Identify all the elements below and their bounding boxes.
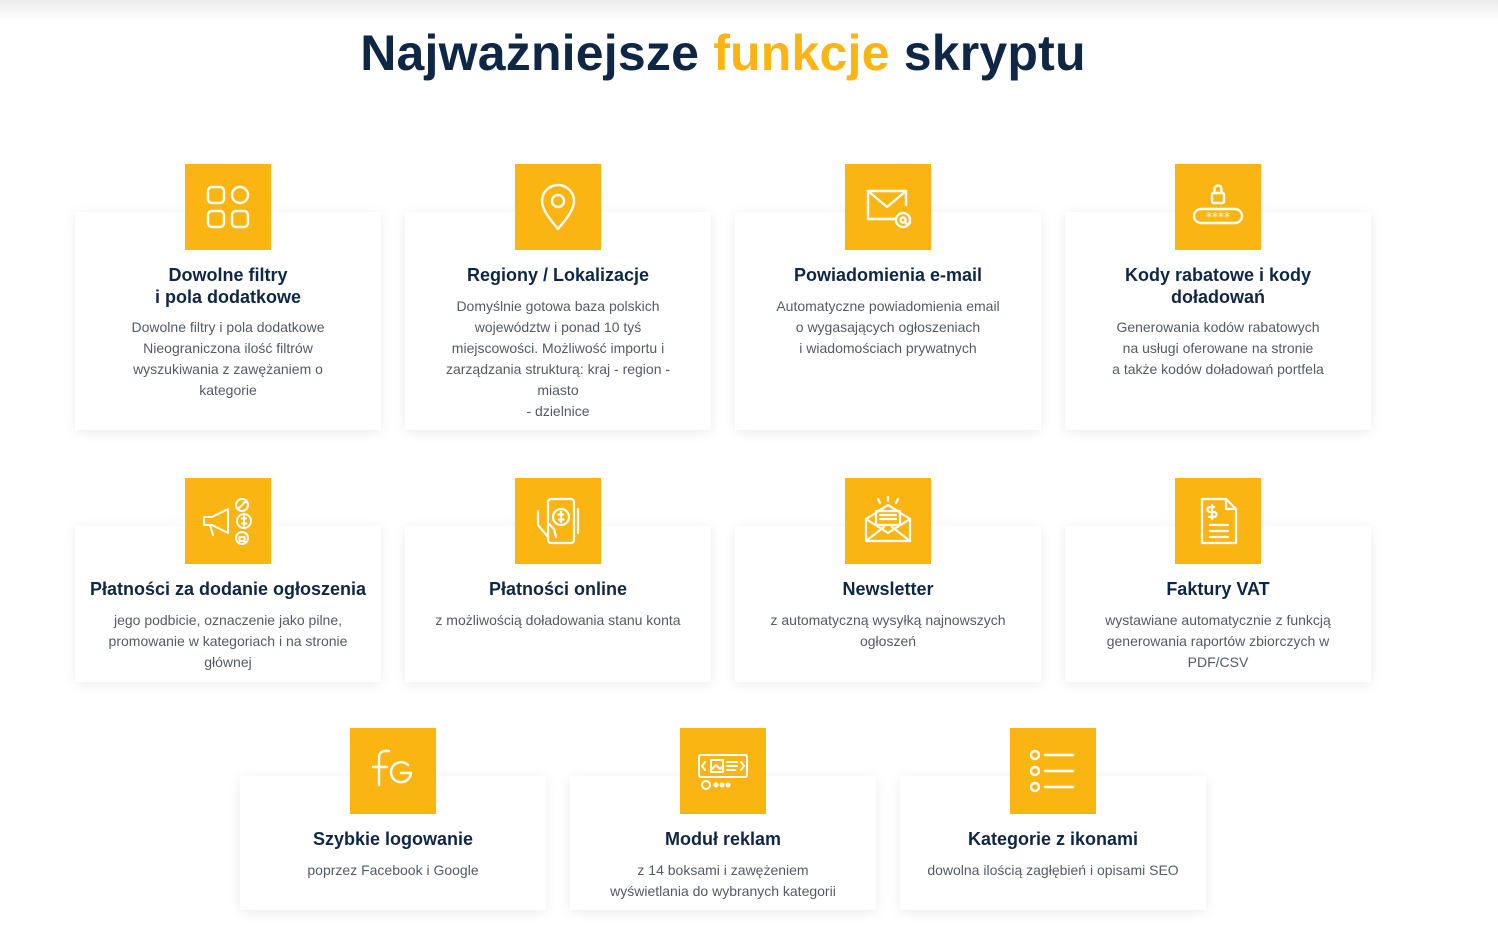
feature-description: Generowania kodów rabatowych na usługi oferowane na stronie a także kodów doładowań portfela bbox=[1112, 319, 1324, 377]
feature-description: Domyślnie gotowa baza polskich województw i ponad 10 tyś miejscowości. Możliwość importu i zarządzania strukturą: kraj - region - miasto - dzielnice bbox=[445, 298, 671, 419]
feature-description: z możliwością doładowania stanu konta bbox=[435, 612, 681, 628]
feature-description: z automatyczną wysyłką najnowszych ogłoszeń bbox=[770, 612, 1006, 649]
megaphone-promo-icon bbox=[185, 478, 271, 564]
heading-text-end: skryptu bbox=[903, 25, 1086, 81]
feature-title: Płatności online bbox=[488, 579, 628, 599]
heading-text-accent: funkcje bbox=[713, 25, 890, 81]
feature-title: Kody rabatowe i kody doładowań bbox=[1124, 265, 1312, 307]
feature-title: Dowolne filtry i pola dodatkowe bbox=[154, 265, 301, 307]
grid-apps-icon bbox=[185, 164, 271, 250]
facebook-google-icon bbox=[350, 728, 436, 814]
svg-text:****: **** bbox=[1206, 210, 1230, 224]
lock-password-icon bbox=[1175, 164, 1261, 250]
invoice-document-icon bbox=[1175, 478, 1261, 564]
newsletter-envelope-icon bbox=[845, 478, 931, 564]
email-at-icon bbox=[845, 164, 931, 250]
feature-title: Szybkie logowanie bbox=[312, 829, 474, 849]
feature-description: z 14 boksami i zawężeniem wyświetlania do wybranych kategorii bbox=[610, 862, 836, 899]
feature-description: poprzez Facebook i Google bbox=[307, 862, 479, 878]
category-list-icon bbox=[1010, 728, 1096, 814]
feature-title: Newsletter bbox=[842, 579, 934, 599]
feature-description: Dowolne filtry i pola dodatkowe Nieograniczona ilość filtrów wyszukiwania z zawężaniem o kategorie bbox=[131, 319, 325, 398]
feature-description: dowolna ilością zagłębień i opisami SEO bbox=[927, 862, 1179, 878]
heading-text-start: Najważniejsze bbox=[360, 25, 700, 81]
feature-title: Moduł reklam bbox=[664, 829, 782, 849]
page-heading bbox=[0, 24, 1446, 82]
feature-title: Powiadomienia e-mail bbox=[793, 265, 983, 285]
feature-description: jego podbicie, oznaczenie jako pilne, promowanie w kategoriach i na stronie głównej bbox=[108, 612, 348, 670]
feature-description: Automatyczne powiadomienia email o wygasających ogłoszeniach i wiadomościach prywatnych bbox=[776, 298, 1000, 356]
location-pin-icon bbox=[515, 164, 601, 250]
feature-title: Kategorie z ikonami bbox=[967, 829, 1139, 849]
ad-banner-icon bbox=[680, 728, 766, 814]
mobile-payment-icon bbox=[515, 478, 601, 564]
feature-description: wystawiane automatycznie z funkcją generowania raportów zbiorczych w PDF/CSV bbox=[1105, 612, 1331, 670]
top-shadow bbox=[0, 0, 1498, 22]
feature-title: Regiony / Lokalizacje bbox=[466, 265, 650, 285]
feature-title: Płatności za dodanie ogłoszenia bbox=[89, 579, 367, 599]
feature-title: Faktury VAT bbox=[1166, 579, 1270, 599]
